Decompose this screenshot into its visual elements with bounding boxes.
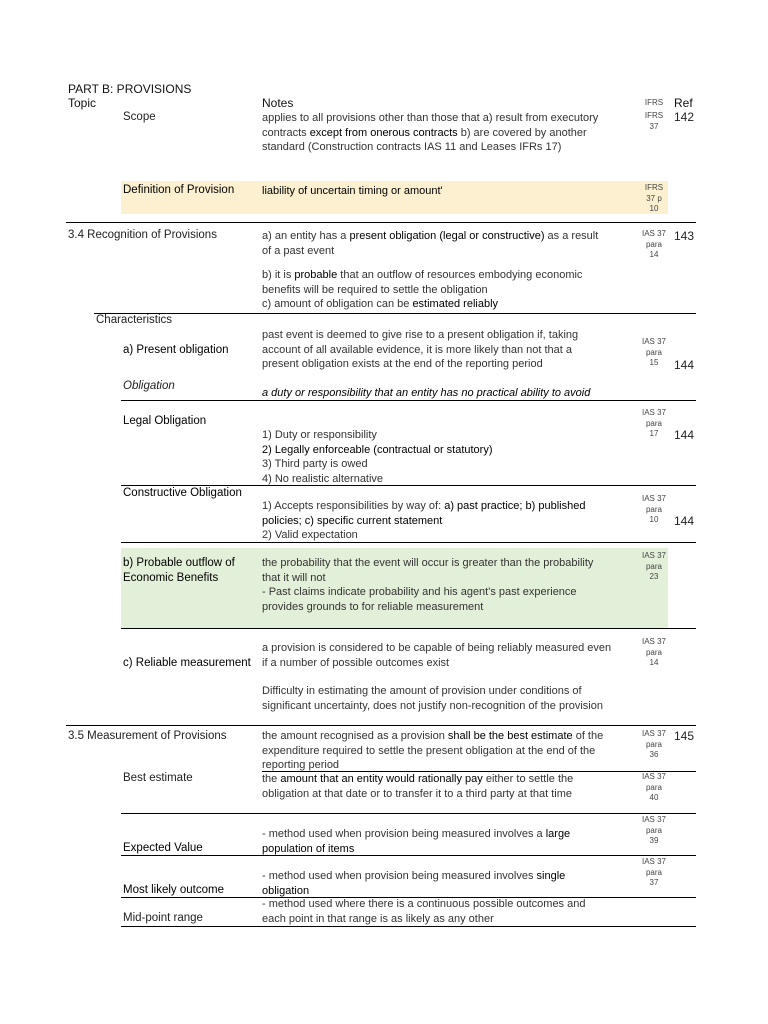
divider	[121, 926, 696, 927]
page-title: PART B: PROVISIONS	[68, 82, 192, 96]
midpoint-range-note: - method used where there is a continuous possible outcomes and each point in that range is as likely as any other	[262, 898, 586, 925]
divider	[121, 628, 696, 629]
most-likely-outcome-source: IAS 37 para 37	[641, 857, 666, 887]
recognition-note: a) an entity has a present obligation (legal or constructive) as a result of a past event b) it is probable that an outflow of resources embodying economic benefits will be required to settle the obligation c) amount of obligation can be estimated reliably	[262, 230, 599, 310]
divider	[94, 313, 696, 314]
recognition-source: IAS 37 para 14	[641, 229, 666, 259]
best-estimate-source: IAS 37 para 40	[641, 772, 666, 802]
characteristics-label: Characteristics	[96, 314, 173, 326]
measurement-note: the amount recognised as a provision shall be the best estimate of the expenditure required to settle the present obligation at the end of the reporting period	[262, 730, 604, 771]
most-likely-outcome-note: - method used when provision being measured involves single obligation	[262, 870, 566, 897]
present-obligation-source: IAS 37 para 15	[641, 337, 666, 367]
divider	[121, 542, 696, 543]
constructive-obligation-source: IAS 37 para 10	[641, 494, 666, 524]
obligation-note: a duty or responsibility that an entity has no practical ability to avoid	[262, 387, 591, 399]
present-obligation-note: past event is deemed to give rise to a present obligation if, taking account of all available evidence, it is more likely than not that a present obligation exists at the end of the reporting period	[262, 329, 579, 370]
reliable-measurement-source: IAS 37 para 14	[641, 637, 666, 667]
header-source: IFRS	[644, 98, 664, 107]
scope-source: IFRS 37	[644, 111, 664, 131]
divider	[66, 725, 696, 726]
constructive-obligation-note: 1) Accepts responsibilities by way of: a) past practice; b) published policies; c) specific current statement 2) Valid expectation	[262, 500, 586, 541]
header-ref: Ref	[674, 96, 693, 110]
header-notes: Notes	[262, 96, 294, 110]
header-topic: Topic	[68, 96, 97, 110]
definition-label: Definition of Provision	[123, 184, 235, 196]
measurement-label: 3.5 Measurement of Provisions	[68, 730, 227, 742]
expected-value-label: Expected Value	[123, 842, 203, 854]
definition-source: IFRS 37 p 10	[644, 183, 664, 213]
constructive-obligation-label: Constructive Obligation	[123, 487, 242, 499]
divider	[66, 222, 696, 223]
best-estimate-note: the amount that an entity would rationally pay either to settle the obligation at that date or to transfer it to a third party at that time	[262, 773, 574, 800]
legal-obligation-label: Legal Obligation	[123, 415, 207, 427]
divider	[121, 813, 696, 814]
recognition-ref: 143	[674, 229, 695, 243]
best-estimate-label: Best estimate	[123, 772, 193, 784]
reliable-measurement-note: a provision is considered to be capable of being reliably measured even if a number of possible outcomes exist Difficulty in estimating the amount of provision under conditions of significant uncertainty, does not justify non-recognition of the provision	[262, 642, 612, 712]
reliable-measurement-label: c) Reliable measurement	[123, 657, 251, 669]
divider	[121, 400, 696, 401]
scope-ref: 142	[674, 110, 695, 124]
expected-value-source: IAS 37 para 39	[641, 815, 666, 845]
measurement-source: IAS 37 para 36	[641, 729, 666, 759]
midpoint-range-label: Mid-point range	[123, 912, 203, 924]
present-obligation-ref: 144	[674, 358, 695, 372]
most-likely-outcome-label: Most likely outcome	[123, 884, 224, 896]
expected-value-note: - method used when provision being measured involves a large population of items	[262, 828, 571, 855]
scope-note: applies to all provisions other than those that a) result from executory contracts except from onerous contracts b) are covered by another standard (Construction contracts IAS 11 and Leases IFRs 17)	[262, 112, 599, 153]
measurement-ref: 145	[674, 729, 695, 743]
scope-label: Scope	[123, 111, 156, 123]
divider	[121, 855, 696, 856]
legal-obligation-source: IAS 37 para 17	[641, 408, 666, 438]
divider	[121, 485, 696, 486]
recognition-label: 3.4 Recognition of Provisions	[68, 229, 217, 241]
constructive-obligation-ref: 144	[674, 514, 695, 528]
obligation-label: Obligation	[123, 380, 175, 392]
probable-outflow-source: IAS 37 para 23	[641, 551, 666, 581]
probable-outflow-label: b) Probable outflow of Economic Benefits	[123, 557, 235, 584]
legal-obligation-ref: 144	[674, 428, 695, 442]
legal-obligation-note: 1) Duty or responsibility 2) Legally enforceable (contractual or statutory) 3) Third party is owed 4) No realistic alternative	[262, 429, 493, 485]
present-obligation-label: a) Present obligation	[123, 344, 229, 356]
probable-outflow-note: the probability that the event will occur is greater than the probability that it will not - Past claims indicate probability and his agent's past experience provides grounds to for reliable measurement	[262, 557, 594, 613]
definition-note: liability of uncertain timing or amount'	[262, 185, 443, 197]
